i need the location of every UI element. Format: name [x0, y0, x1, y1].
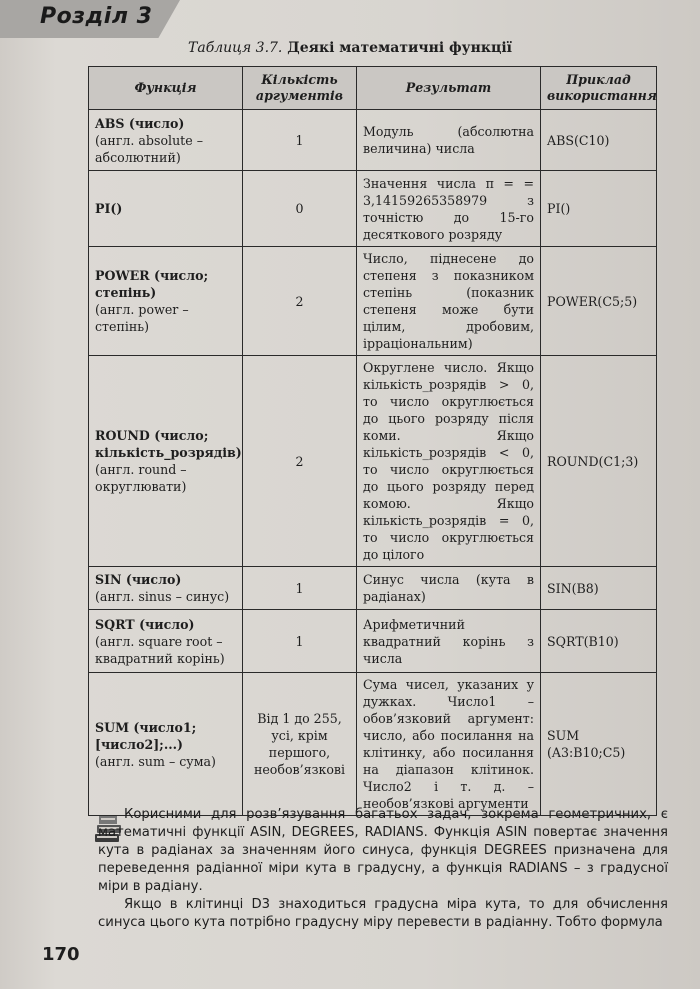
caption-title: Деякі математичні функції	[287, 40, 512, 56]
result-cell: Сума чисел, указаних у дужках. Число1 – обов’язковий аргумент: число, або посилання на клітинку, або посилання на діапазон клітинок. Число2 і т. д. – необов’язкові аргументи	[357, 673, 541, 816]
table-row	[89, 356, 657, 567]
function-english: (англ. absolute – абсолютний)	[95, 132, 203, 165]
result-cell: Арифметичний квадратний корінь з числа	[357, 610, 541, 673]
arguments-cell: 2	[243, 356, 357, 567]
table-header-row	[89, 67, 657, 110]
note-text	[98, 806, 668, 932]
function-english: (англ. sinus – синус)	[95, 589, 230, 604]
page-number: 170	[42, 944, 80, 965]
table-caption	[0, 40, 700, 56]
arguments-cell: Від 1 до 255, усі, крім першого, необов’язкові	[243, 673, 357, 816]
result-cell: Синус числа (кута в радіанах)	[357, 567, 541, 610]
header-arguments: Кількість аргументів	[243, 67, 357, 110]
note-paragraph-2: Якщо в клітинці D3 знаходиться градусна міра кута, то для обчислення синуса цього кута потрібно градусну міру перевести в радіанну. Тобто формула	[98, 897, 668, 930]
function-name: SIN (число)	[95, 572, 182, 587]
function-name: ROUND (число; кількість_розрядів)	[95, 428, 242, 460]
function-name-cell	[89, 171, 243, 247]
result-cell: Округлене число. Якщо кількість_розрядів > 0, то число округлюється до цього розряду після коми. Якщо кількість_розрядів < 0, то число округлюється до цього розряду перед комою. Якщо кількість_розрядів = 0, то число округлюється до цілого	[357, 356, 541, 567]
function-name-cell	[89, 247, 243, 356]
function-name-cell	[89, 610, 243, 673]
table-row	[89, 171, 657, 247]
header-result: Результат	[357, 67, 541, 110]
function-name: PI()	[95, 201, 123, 216]
arguments-cell: 1	[243, 110, 357, 171]
example-cell: ABS(C10)	[541, 110, 657, 171]
table-row	[89, 610, 657, 673]
function-name: ABS (число)	[95, 115, 185, 131]
arguments-cell: 0	[243, 171, 357, 247]
table-row	[89, 567, 657, 610]
function-name-cell	[89, 110, 243, 171]
function-name: SUM (число1;[число2];...)	[95, 719, 197, 752]
header-example: Приклад використання	[541, 67, 657, 110]
example-cell: SIN(B8)	[541, 567, 657, 610]
example-cell: PI()	[541, 171, 657, 247]
table-row	[89, 110, 657, 171]
function-english: (англ. round – округлювати)	[95, 462, 187, 494]
function-english: (англ. sum – сума)	[95, 753, 216, 769]
function-name: POWER (число; степінь)	[95, 268, 209, 300]
function-name-cell	[89, 567, 243, 610]
function-english: (англ. square root – квадратний корінь)	[95, 633, 225, 666]
function-name: SQRT (число)	[95, 616, 195, 632]
section-label: Розділ 3	[40, 4, 153, 29]
arguments-cell: 1	[243, 610, 357, 673]
example-cell: SUM (A3:B10;C5)	[541, 673, 657, 816]
function-english: (англ. power – степінь)	[95, 302, 189, 334]
result-cell: Число, піднесене до степеня з показником степінь (показник степеня може бути цілим, дробовим, ірраціональним)	[357, 247, 541, 356]
caption-number: Таблиця 3.7.	[188, 40, 283, 56]
result-cell: Модуль (абсолютна величина) числа	[357, 110, 541, 171]
function-name-cell	[89, 356, 243, 567]
functions-table	[88, 66, 657, 816]
example-cell: POWER(C5;5)	[541, 247, 657, 356]
note-paragraph-1: Корисними для розв’язування багатьох задач, зокрема геометричних, є математичні функції ASIN, DEGREES, RADIANS. Функція ASIN повертає значення кута в радіанах за значенням його синуса, функція DEGREES призначена для переведення радіанної міри кута в градусну, а функція RADIANS – з градусної міри в радіану.	[98, 807, 668, 894]
header-function: Функція	[89, 67, 243, 110]
arguments-cell: 1	[243, 567, 357, 610]
table-row	[89, 247, 657, 356]
table-row	[89, 673, 657, 816]
function-name-cell	[89, 673, 243, 816]
result-cell: Значення числа π = = 3,14159265358979 з точністю до 15-го десяткового розряду	[357, 171, 541, 247]
example-cell: SQRT(B10)	[541, 610, 657, 673]
example-cell: ROUND(C1;3)	[541, 356, 657, 567]
arguments-cell: 2	[243, 247, 357, 356]
